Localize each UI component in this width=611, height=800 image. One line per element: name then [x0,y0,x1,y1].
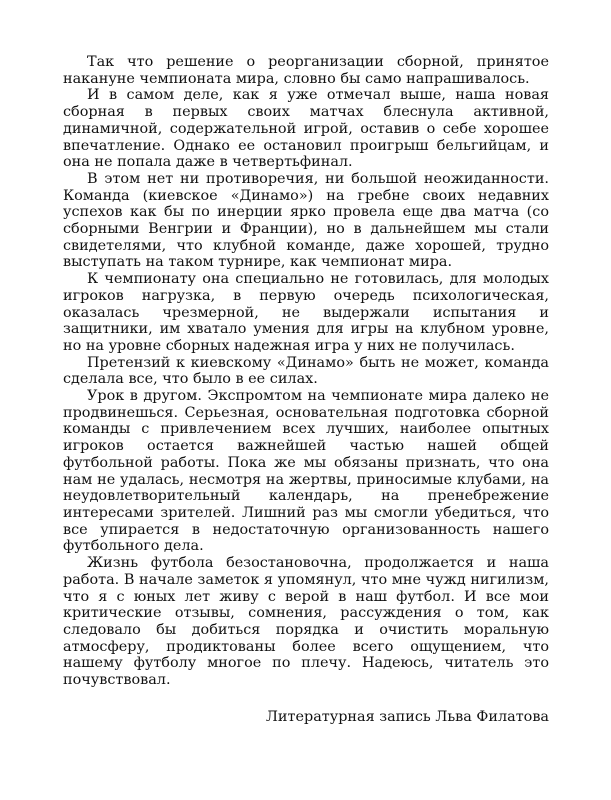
paragraph: К чемпионату она специально не готовилась, для молодых игроков нагрузка, в первую очередь психологическая, оказалась чрезмерной, не выдержали испытания и защитники, им хватало умения для игры на клубном уровне, но на уровне сборных надежная игра у них не получилась. [63,271,549,354]
paragraph: И в самом деле, как я уже отмечал выше, наша новая сборная в первых своих матчах блеснула активной, динамичной, содержательной игрой, оставив о себе хорошее впечатление. Однако ее остановил проигрыш бельгийцам, и она не попала даже в четвертьфинал. [63,87,549,171]
paragraph: Жизнь футбола безостановочна, продолжается и наша работа. В начале заметок я упомянул, что мне чужд нигилизм, что я с юных лет живу с верой в наш футбол. И все мои критические отзывы, сомнения, рассуждения о том, как следовало бы добиться порядка и очистить моральную атмосферу, продиктованы более всего ощущением, что нашему футболу многое по плечу. Надеюсь, читатель это почувствовал. [63,555,549,689]
paragraph: В этом нет ни противоречия, ни большой неожиданности. Команда (киевское «Динамо») на гребне своих недавних успехов как бы по инерции ярко провела еще два матча (со сборными Венгрии и Франции), но в дальнейшем мы стали свидетелями, что клубной команде, даже хорошей, трудно выступать на таком турнире, как чемпионат мира. [63,170,549,271]
paragraph: Претензий к киевскому «Динамо» быть не может, команда сделала все, что было в ее силах. [63,354,549,388]
signature-credit: Литературная запись Льва Филатова [265,708,549,725]
paragraph: Урок в другом. Экспромтом на чемпионате мира далеко не продвинешься. Серьезная, основательная подготовка сборной команды с привлечением всех лучших, наиболее опытных игроков остается важнейшей частью нашей общей футбольной работы. Пока же мы обязаны признать, что она нам не удалась, несмотря на жертвы, приносимые клубами, на неудовлетворительный календарь, на пренебрежение интересами зрителей. Лишний раз мы смогли убедиться, что все упирается в недостаточную организованность нашего футбольного дела. [63,388,549,555]
paragraph: Так что решение о реорганизации сборной, принятое накануне чемпионата мира, словно бы само напрашивалось. [63,54,549,87]
document-page [63,54,549,725]
